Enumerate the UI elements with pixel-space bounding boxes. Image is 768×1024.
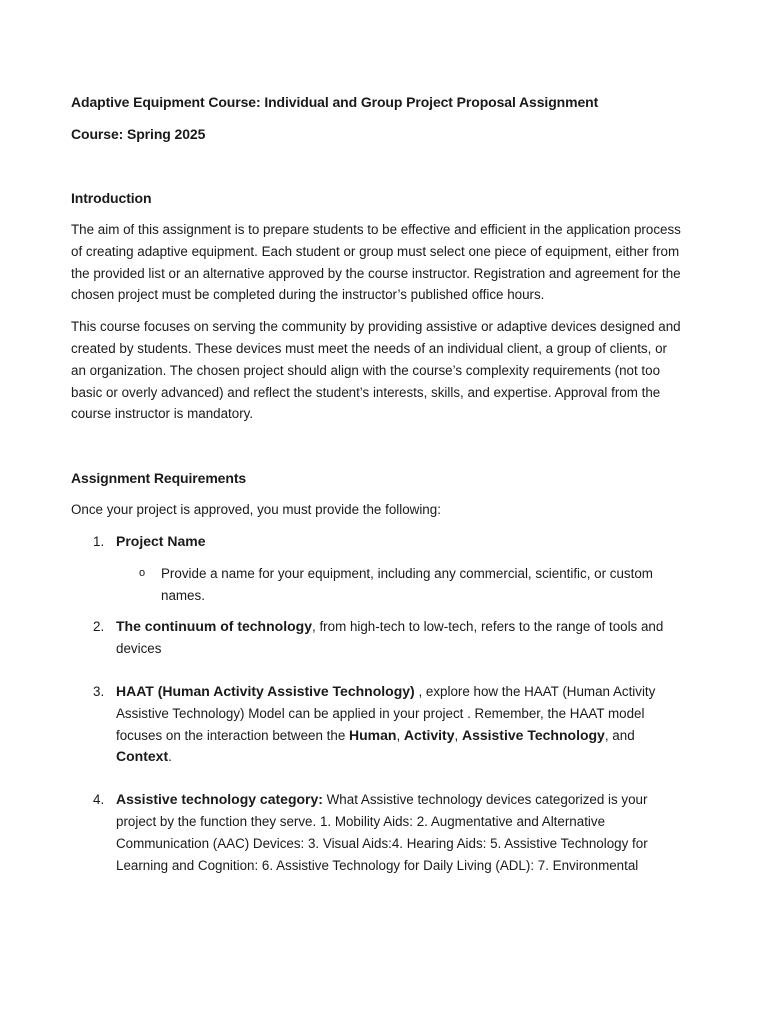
list-number: 2.	[93, 619, 105, 635]
item-title: The continuum of technology	[116, 618, 312, 635]
list-number: 4.	[93, 792, 105, 808]
separator: , and	[604, 727, 635, 743]
list-number: 3.	[93, 683, 105, 699]
list-number: 1.	[93, 533, 105, 549]
separator: ,	[396, 727, 404, 743]
list-item	[71, 681, 681, 768]
haat-context: Context	[116, 748, 169, 765]
haat-human: Human	[349, 726, 397, 743]
sub-item-text: Provide a name for your equipment, including any commercial, scientific, or custom names.	[161, 565, 653, 603]
item-title: HAAT (Human Activity Assistive Technology)	[116, 682, 415, 699]
separator: ,	[454, 727, 462, 743]
item-text: , explore how the HAAT (Human Activity Assistive Technology) Model can be applied in your project . Remember, the HAAT model focuses on the interaction between the	[116, 683, 656, 743]
list-item	[71, 531, 681, 553]
list-item	[71, 616, 681, 660]
requirements-intro: Once your project is approved, you must provide the following:	[71, 502, 441, 518]
item-text: , from high-tech to low-tech, refers to the range of tools and devices	[116, 619, 664, 657]
requirements-list	[71, 531, 681, 876]
item-title: Project Name	[116, 532, 206, 549]
requirements-heading: Assignment Requirements	[71, 470, 247, 487]
document-title: Adaptive Equipment Course: Individual and Group Project Proposal Assignment	[71, 94, 599, 110]
haat-assistive-technology: Assistive Technology	[461, 726, 605, 743]
course-term: Course: Spring 2025	[71, 126, 206, 142]
document-body	[71, 92, 681, 876]
item-text: What Assistive technology devices categorized is your project by the function they serve. 1. Mobility Aids: 2. Augmentative and Alternative Communication (AAC) Devices: 3. Visual Aids:4. Hearing Aids: 5. Assistive Technology for Learning and Cognition: 6. Assistive Technology for Daily Living (ADL): 7. Environmental	[116, 792, 648, 873]
intro-paragraph-2: This course focuses on serving the community by providing assistive or adaptive devices designed and created by students. These devices must meet the needs of an individual client, a group of clients, or an organization. The chosen project should align with the course’s complexity requirements (not too basic or overly advanced) and reflect the student’s interests, skills, and expertise. Approval from the course instructor is mandatory.	[71, 319, 681, 422]
list-item	[71, 789, 681, 876]
bullet-icon: o	[139, 566, 146, 579]
intro-paragraph-1: The aim of this assignment is to prepare students to be effective and efficient in the application process of creating adaptive equipment. Each student or group must select one piece of equipment, either from the provided list or an alternative approved by the course instructor. Registration and agreement for the chosen project must be completed during the instructor’s published office hours.	[71, 222, 681, 303]
end-punctuation: .	[168, 749, 172, 765]
item-title: Assistive technology category:	[116, 791, 323, 808]
haat-activity: Activity	[403, 726, 455, 743]
sub-list-item	[71, 563, 681, 607]
intro-heading: Introduction	[71, 190, 152, 206]
